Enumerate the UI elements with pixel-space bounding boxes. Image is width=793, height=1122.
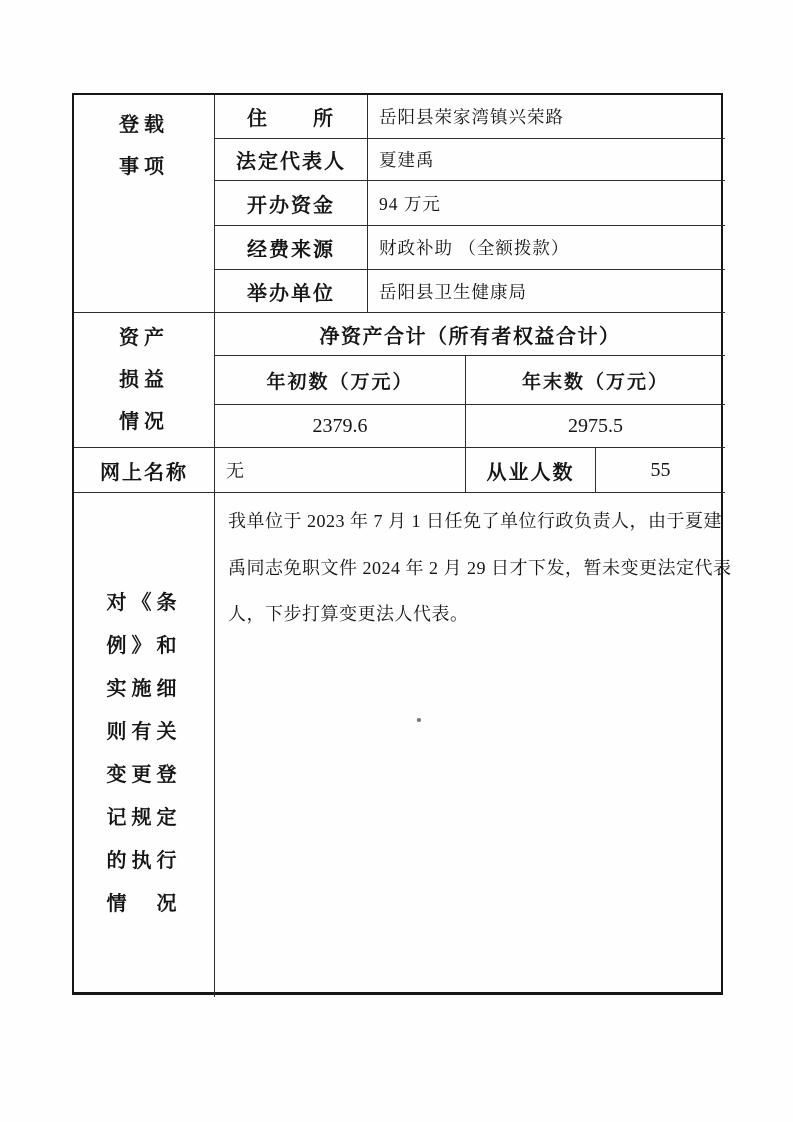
col-header-year-begin: 年初数（万元） (214, 355, 465, 404)
label-opening-funds: 开办资金 (214, 180, 367, 225)
value-year-end: 2975.5 (465, 404, 725, 447)
value-funding-source: 财政补助 （全额拨款） (367, 225, 725, 269)
row-header-line: 变更登 (106, 764, 182, 786)
net-assets-title: 净资产合计（所有者权益合计） (214, 312, 725, 355)
row-header-line: 例》和 (106, 635, 182, 657)
value-staff-count: 55 (595, 447, 725, 492)
label-legal-representative: 法定代表人 (214, 138, 367, 180)
scan-speck (417, 718, 421, 722)
row-header-line: 情况 (119, 411, 169, 433)
label-staff-count: 从业人数 (465, 447, 595, 492)
regulation-execution-statement (214, 492, 732, 997)
row-header-line: 资产 (119, 327, 169, 349)
row-header-line: 事项 (119, 156, 169, 178)
label-online-name: 网上名称 (74, 447, 214, 492)
label-address: 住 所 (214, 95, 367, 138)
row-header-registered-items (74, 95, 214, 312)
registration-table (72, 93, 732, 995)
col-header-year-end: 年末数（万元） (465, 355, 725, 404)
statement-line: 禹同志免职文件 2024 年 2 月 29 日才下发，暂未变更法定代表 (228, 557, 732, 578)
row-header-line: 损益 (119, 369, 169, 391)
value-legal-representative: 夏建禹 (367, 138, 725, 180)
row-header-line: 对《条 (106, 592, 182, 614)
value-address: 岳阳县荣家湾镇兴荣路 (367, 95, 725, 138)
row-header-line: 则有关 (106, 721, 182, 743)
value-sponsoring-unit: 岳阳县卫生健康局 (367, 269, 725, 312)
statement-line: 我单位于 2023 年 7 月 1 日任免了单位行政负责人，由于夏建 (228, 511, 722, 531)
row-header-regulation-execution (74, 492, 214, 997)
value-online-name: 无 (214, 447, 465, 492)
row-header-line: 记规定 (106, 807, 182, 829)
row-header-line: 的执行 (106, 850, 182, 872)
value-year-begin: 2379.6 (214, 404, 465, 447)
row-header-asset-profit-loss (74, 312, 214, 447)
row-header-line: 登载 (119, 114, 169, 136)
row-header-line: 实施细 (106, 678, 182, 700)
value-opening-funds: 94 万元 (367, 180, 725, 225)
statement-line: 人，下步打算变更法人代表。 (228, 604, 469, 624)
row-header-line: 情 况 (106, 893, 182, 915)
label-sponsoring-unit: 举办单位 (214, 269, 367, 312)
label-funding-source: 经费来源 (214, 225, 367, 269)
